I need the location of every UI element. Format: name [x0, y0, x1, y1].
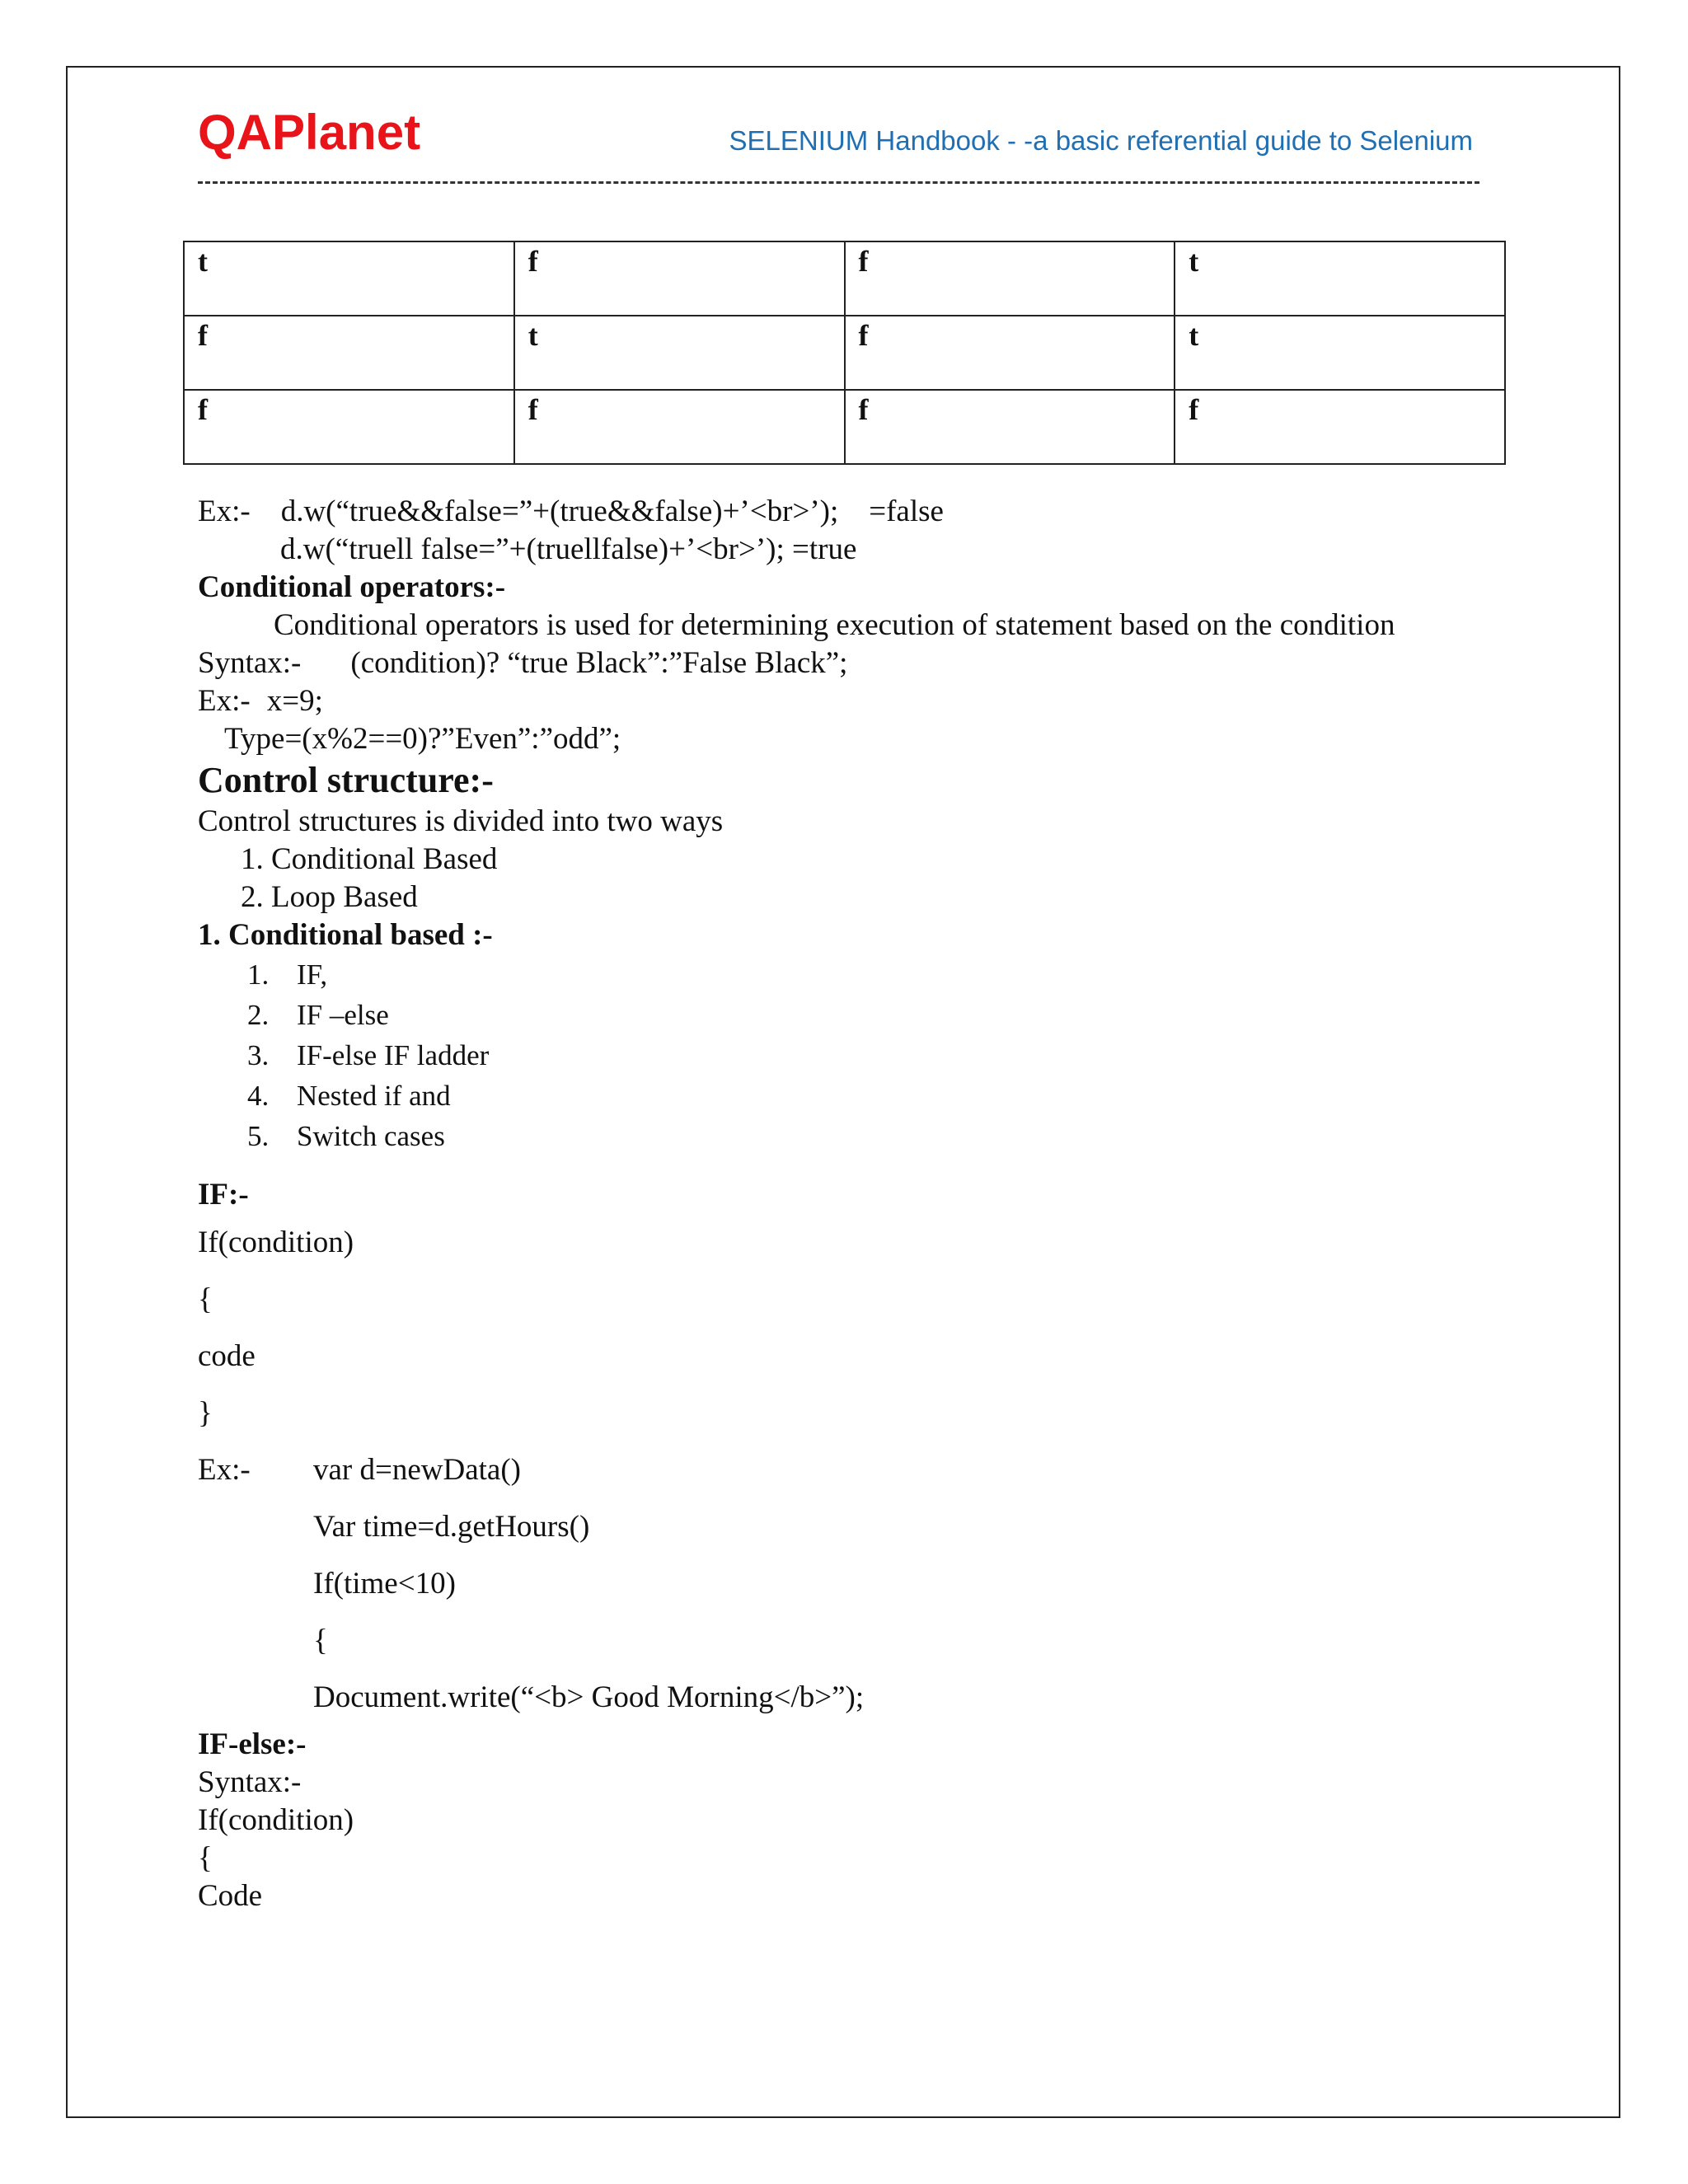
control-structure-intro: Control structures is divided into two ways — [198, 804, 724, 838]
table-row — [184, 316, 1505, 390]
table-cell: f — [845, 390, 1175, 464]
code-line: If(condition) — [198, 1803, 354, 1837]
list-item: 2. Loop Based — [241, 880, 418, 914]
example-label: Ex:- — [198, 1453, 251, 1487]
syntax-code: (condition)? “true Black”:”False Black”; — [350, 646, 848, 680]
logical-example-line: Ex:- d.w(“true&&false=”+(true&&false)+’<br>’); =false — [198, 494, 944, 528]
table-row — [184, 241, 1505, 316]
table-cell: f — [845, 241, 1175, 316]
conditional-operators-description: Conditional operators is used for determining execution of statement based on the condition — [274, 608, 1395, 642]
conditional-operators-heading: Conditional operators:- — [198, 570, 506, 604]
if-heading: IF:- — [198, 1178, 249, 1212]
code-line: } — [198, 1396, 213, 1430]
syntax-label: Syntax:- — [198, 646, 302, 680]
code-line: If(time<10) — [313, 1567, 456, 1601]
code-line: Var time=d.getHours() — [313, 1510, 590, 1544]
code-line: Syntax:- — [198, 1765, 302, 1799]
list-item: 5. Switch cases — [247, 1120, 445, 1152]
code-line: { — [313, 1624, 328, 1657]
table-cell: f — [1175, 390, 1505, 464]
code-line: { — [198, 1841, 213, 1875]
list-item: 3. IF-else IF ladder — [247, 1039, 490, 1071]
table-cell: f — [184, 316, 514, 390]
if-code-block — [198, 1214, 1533, 1726]
code-line: Document.write(“<b> Good Morning</b>”); — [313, 1680, 865, 1714]
page-header — [198, 99, 1479, 194]
table-cell: f — [845, 316, 1175, 390]
conditional-based-heading: 1. Conditional based :- — [198, 918, 493, 952]
code-line: If(condition) — [198, 1226, 354, 1259]
table-cell: f — [514, 390, 845, 464]
list-item: 1. IF, — [247, 958, 328, 991]
table-cell: f — [514, 241, 845, 316]
control-structure-heading: Control structure:- — [198, 760, 494, 800]
list-item: 2. IF –else — [247, 999, 389, 1031]
document-body — [198, 493, 1533, 1915]
truth-table — [183, 241, 1506, 465]
list-item: 1. Conditional Based — [241, 842, 498, 876]
ternary-example-line: Type=(x%2==0)?”Even”:”odd”; — [224, 722, 621, 756]
code-line: { — [198, 1282, 213, 1316]
code-line: Ex:- var d=newData() — [198, 1441, 1533, 1498]
example-line — [198, 682, 1533, 720]
table-cell: f — [184, 390, 514, 464]
logical-example-line: d.w(“truell false=”+(truellfalse)+’<br>’); =true — [280, 532, 857, 566]
if-else-heading: IF-else:- — [198, 1727, 307, 1761]
table-cell: t — [514, 316, 845, 390]
conditional-based-list — [198, 954, 1533, 1156]
control-structure-ways — [198, 841, 1533, 916]
code-line: Code — [198, 1879, 263, 1913]
example-label: Ex:- — [198, 684, 251, 718]
brand-logo-text: QAPlanet — [198, 105, 421, 160]
table-cell: t — [184, 241, 514, 316]
table-cell: t — [1175, 316, 1505, 390]
header-divider — [198, 181, 1479, 184]
syntax-line — [198, 644, 1533, 682]
example-code: x=9; — [266, 684, 323, 718]
table-cell: t — [1175, 241, 1505, 316]
handbook-subtitle: SELENIUM Handbook - -a basic referential guide to Selenium — [729, 125, 1473, 156]
table-row — [184, 390, 1505, 464]
code-line: code — [198, 1339, 256, 1373]
list-item: 4. Nested if and — [247, 1080, 451, 1112]
